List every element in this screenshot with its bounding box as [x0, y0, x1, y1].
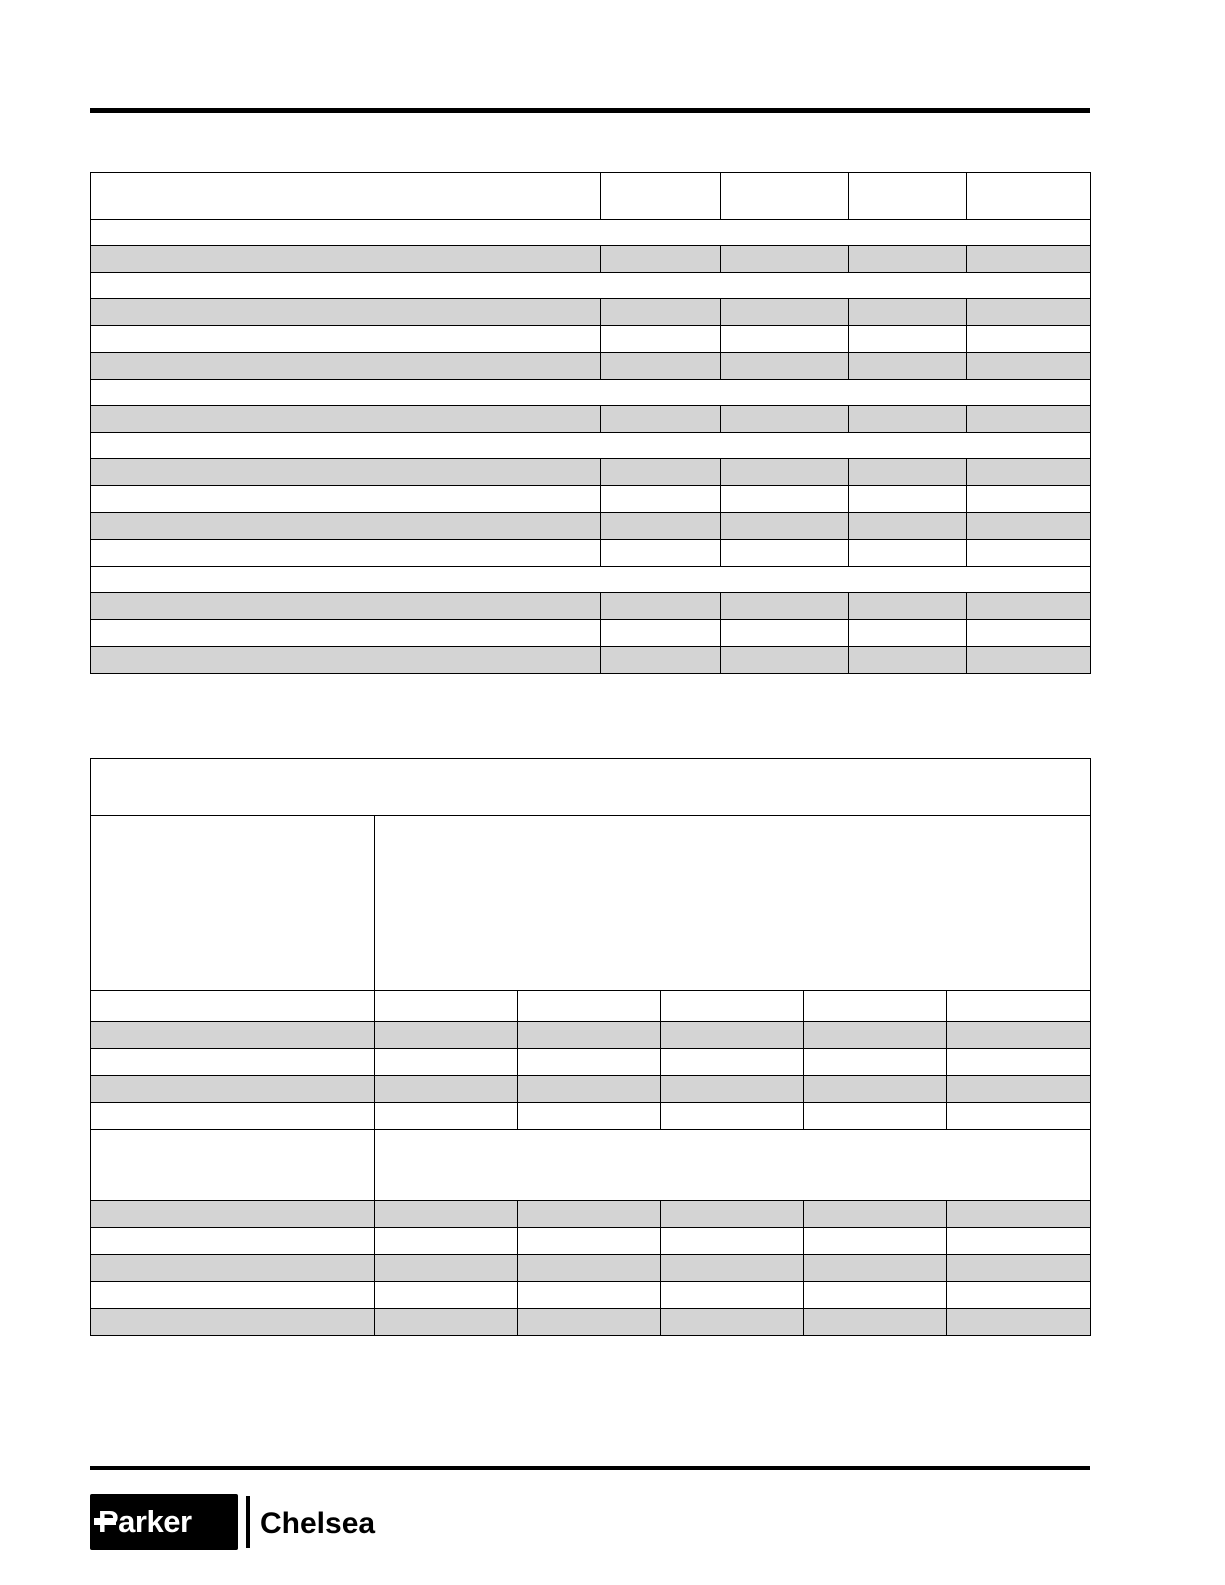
table-header-cell: [601, 173, 721, 220]
table-row: [91, 299, 1091, 326]
table-header-cell: [91, 173, 601, 220]
row-value: [601, 406, 721, 433]
row-value: [804, 1201, 947, 1228]
row-value: [967, 326, 1091, 353]
row-value: [661, 1103, 804, 1130]
row-value: [375, 1022, 518, 1049]
table-section-row: [91, 567, 1091, 593]
row-value: [849, 620, 967, 647]
table-row: [91, 593, 1091, 620]
parker-wordmark: Parker: [98, 1504, 192, 1539]
table2-mid-note-left: [91, 1130, 375, 1201]
row-value: [375, 1255, 518, 1282]
row-value: [661, 1201, 804, 1228]
row-value: [721, 593, 849, 620]
row-value: [601, 593, 721, 620]
table-row: [91, 1076, 1091, 1103]
table2-note-right: [375, 816, 1091, 991]
row-label: [91, 1255, 375, 1282]
row-value: [375, 1103, 518, 1130]
row-value: [601, 353, 721, 380]
row-value: [947, 1076, 1091, 1103]
table-row: [91, 353, 1091, 380]
row-value: [849, 593, 967, 620]
row-value: [804, 1022, 947, 1049]
row-value: [601, 513, 721, 540]
row-value: [721, 647, 849, 674]
row-value: [518, 1076, 661, 1103]
row-value: [601, 620, 721, 647]
row-value: [967, 540, 1091, 567]
row-value: [375, 1309, 518, 1336]
row-value: [661, 1282, 804, 1309]
table-row: [91, 1282, 1091, 1309]
table-row: [91, 406, 1091, 433]
row-label: [91, 326, 601, 353]
row-value: [721, 620, 849, 647]
header-rule: [90, 108, 1090, 113]
parker-logo-box: [90, 1494, 238, 1550]
footer-brand: [90, 1494, 510, 1556]
row-value: [967, 513, 1091, 540]
table-section-row: [91, 220, 1091, 246]
row-value: [967, 620, 1091, 647]
table2-title: [91, 759, 1091, 816]
table-section-row: [91, 433, 1091, 459]
table-row: [91, 620, 1091, 647]
row-value: [947, 1049, 1091, 1076]
table-row: [91, 647, 1091, 674]
row-value: [375, 1049, 518, 1076]
row-value: [849, 246, 967, 273]
row-value: [947, 1201, 1091, 1228]
row-value: [721, 299, 849, 326]
row-value: [849, 326, 967, 353]
row-value: [849, 406, 967, 433]
row-value: [661, 1049, 804, 1076]
row-value: [947, 1255, 1091, 1282]
specification-table: [90, 172, 1091, 674]
table-header-cell: [967, 173, 1091, 220]
table-row: [91, 1049, 1091, 1076]
row-label: [91, 647, 601, 674]
row-value: [518, 1309, 661, 1336]
table-row: [91, 459, 1091, 486]
row-value: [601, 486, 721, 513]
row-value: [375, 1201, 518, 1228]
table-row: [91, 513, 1091, 540]
chelsea-wordmark: Chelsea: [260, 1507, 376, 1540]
table-header-cell: [721, 173, 849, 220]
row-value: [967, 353, 1091, 380]
row-value: [661, 1022, 804, 1049]
row-value: [661, 1076, 804, 1103]
row-label: [91, 406, 601, 433]
row-value: [804, 1255, 947, 1282]
row-value: [967, 459, 1091, 486]
row-value: [721, 486, 849, 513]
row-value: [967, 647, 1091, 674]
row-label: [91, 593, 601, 620]
table2-column-header: [804, 991, 947, 1022]
row-value: [721, 406, 849, 433]
table2-colhdr-spacer: [91, 991, 375, 1022]
row-value: [518, 1228, 661, 1255]
row-value: [849, 353, 967, 380]
table-row: [91, 1228, 1091, 1255]
row-value: [661, 1228, 804, 1255]
row-value: [804, 1049, 947, 1076]
row-value: [518, 1049, 661, 1076]
row-label: [91, 1201, 375, 1228]
table-header-row: [91, 173, 1091, 220]
row-value: [967, 593, 1091, 620]
row-value: [849, 540, 967, 567]
row-label: [91, 299, 601, 326]
row-value: [375, 1228, 518, 1255]
table2-note-left: [91, 816, 375, 991]
row-label: [91, 1228, 375, 1255]
table-row: [91, 326, 1091, 353]
row-label: [91, 1076, 375, 1103]
table-row: [91, 486, 1091, 513]
row-value: [375, 1076, 518, 1103]
table-header-cell: [849, 173, 967, 220]
table-row: [91, 540, 1091, 567]
row-value: [967, 406, 1091, 433]
row-value: [849, 647, 967, 674]
table2-mid-note-row: [91, 1130, 1091, 1201]
row-value: [601, 246, 721, 273]
row-label: [91, 540, 601, 567]
table2-column-header: [375, 991, 518, 1022]
table2-column-header: [518, 991, 661, 1022]
row-value: [601, 540, 721, 567]
row-label: [91, 246, 601, 273]
row-value: [849, 459, 967, 486]
row-value: [967, 246, 1091, 273]
table-row: [91, 1022, 1091, 1049]
row-label: [91, 1282, 375, 1309]
row-value: [721, 246, 849, 273]
row-value: [947, 1103, 1091, 1130]
row-value: [967, 486, 1091, 513]
row-value: [518, 1022, 661, 1049]
row-value: [804, 1228, 947, 1255]
table2-column-header-row: [91, 991, 1091, 1022]
row-value: [721, 513, 849, 540]
row-label: [91, 1309, 375, 1336]
row-label: [91, 459, 601, 486]
row-value: [601, 299, 721, 326]
section-label: [91, 433, 1091, 459]
row-label: [91, 513, 601, 540]
row-label: [91, 620, 601, 647]
table-section-row: [91, 380, 1091, 406]
row-value: [661, 1255, 804, 1282]
row-value: [804, 1076, 947, 1103]
row-value: [849, 513, 967, 540]
row-value: [518, 1255, 661, 1282]
row-label: [91, 486, 601, 513]
row-value: [661, 1309, 804, 1336]
table2-mid-note-right: [375, 1130, 1091, 1201]
row-label: [91, 1103, 375, 1130]
table2-note-row: [91, 816, 1091, 991]
table-section-row: [91, 273, 1091, 299]
table-row: [91, 1201, 1091, 1228]
row-value: [721, 353, 849, 380]
footer-rule: [90, 1466, 1090, 1470]
table2-column-header: [947, 991, 1091, 1022]
row-value: [601, 459, 721, 486]
section-label: [91, 220, 1091, 246]
row-value: [967, 299, 1091, 326]
row-value: [804, 1282, 947, 1309]
row-value: [804, 1309, 947, 1336]
row-value: [518, 1282, 661, 1309]
table-row: [91, 1103, 1091, 1130]
row-value: [601, 326, 721, 353]
row-value: [947, 1022, 1091, 1049]
row-label: [91, 1022, 375, 1049]
dimension-table: [90, 758, 1091, 1336]
row-value: [375, 1282, 518, 1309]
table-row: [91, 246, 1091, 273]
row-value: [849, 299, 967, 326]
row-label: [91, 353, 601, 380]
row-value: [849, 486, 967, 513]
table-row: [91, 1255, 1091, 1282]
row-value: [947, 1309, 1091, 1336]
logo-divider: [246, 1496, 250, 1548]
row-value: [721, 459, 849, 486]
row-value: [804, 1103, 947, 1130]
row-value: [721, 326, 849, 353]
row-label: [91, 1049, 375, 1076]
table-row: [91, 1309, 1091, 1336]
section-label: [91, 380, 1091, 406]
row-value: [947, 1282, 1091, 1309]
row-value: [518, 1103, 661, 1130]
row-value: [721, 540, 849, 567]
table2-title-row: [91, 759, 1091, 816]
row-value: [601, 647, 721, 674]
section-label: [91, 567, 1091, 593]
row-value: [947, 1228, 1091, 1255]
table2-column-header: [661, 991, 804, 1022]
row-value: [518, 1201, 661, 1228]
section-label: [91, 273, 1091, 299]
